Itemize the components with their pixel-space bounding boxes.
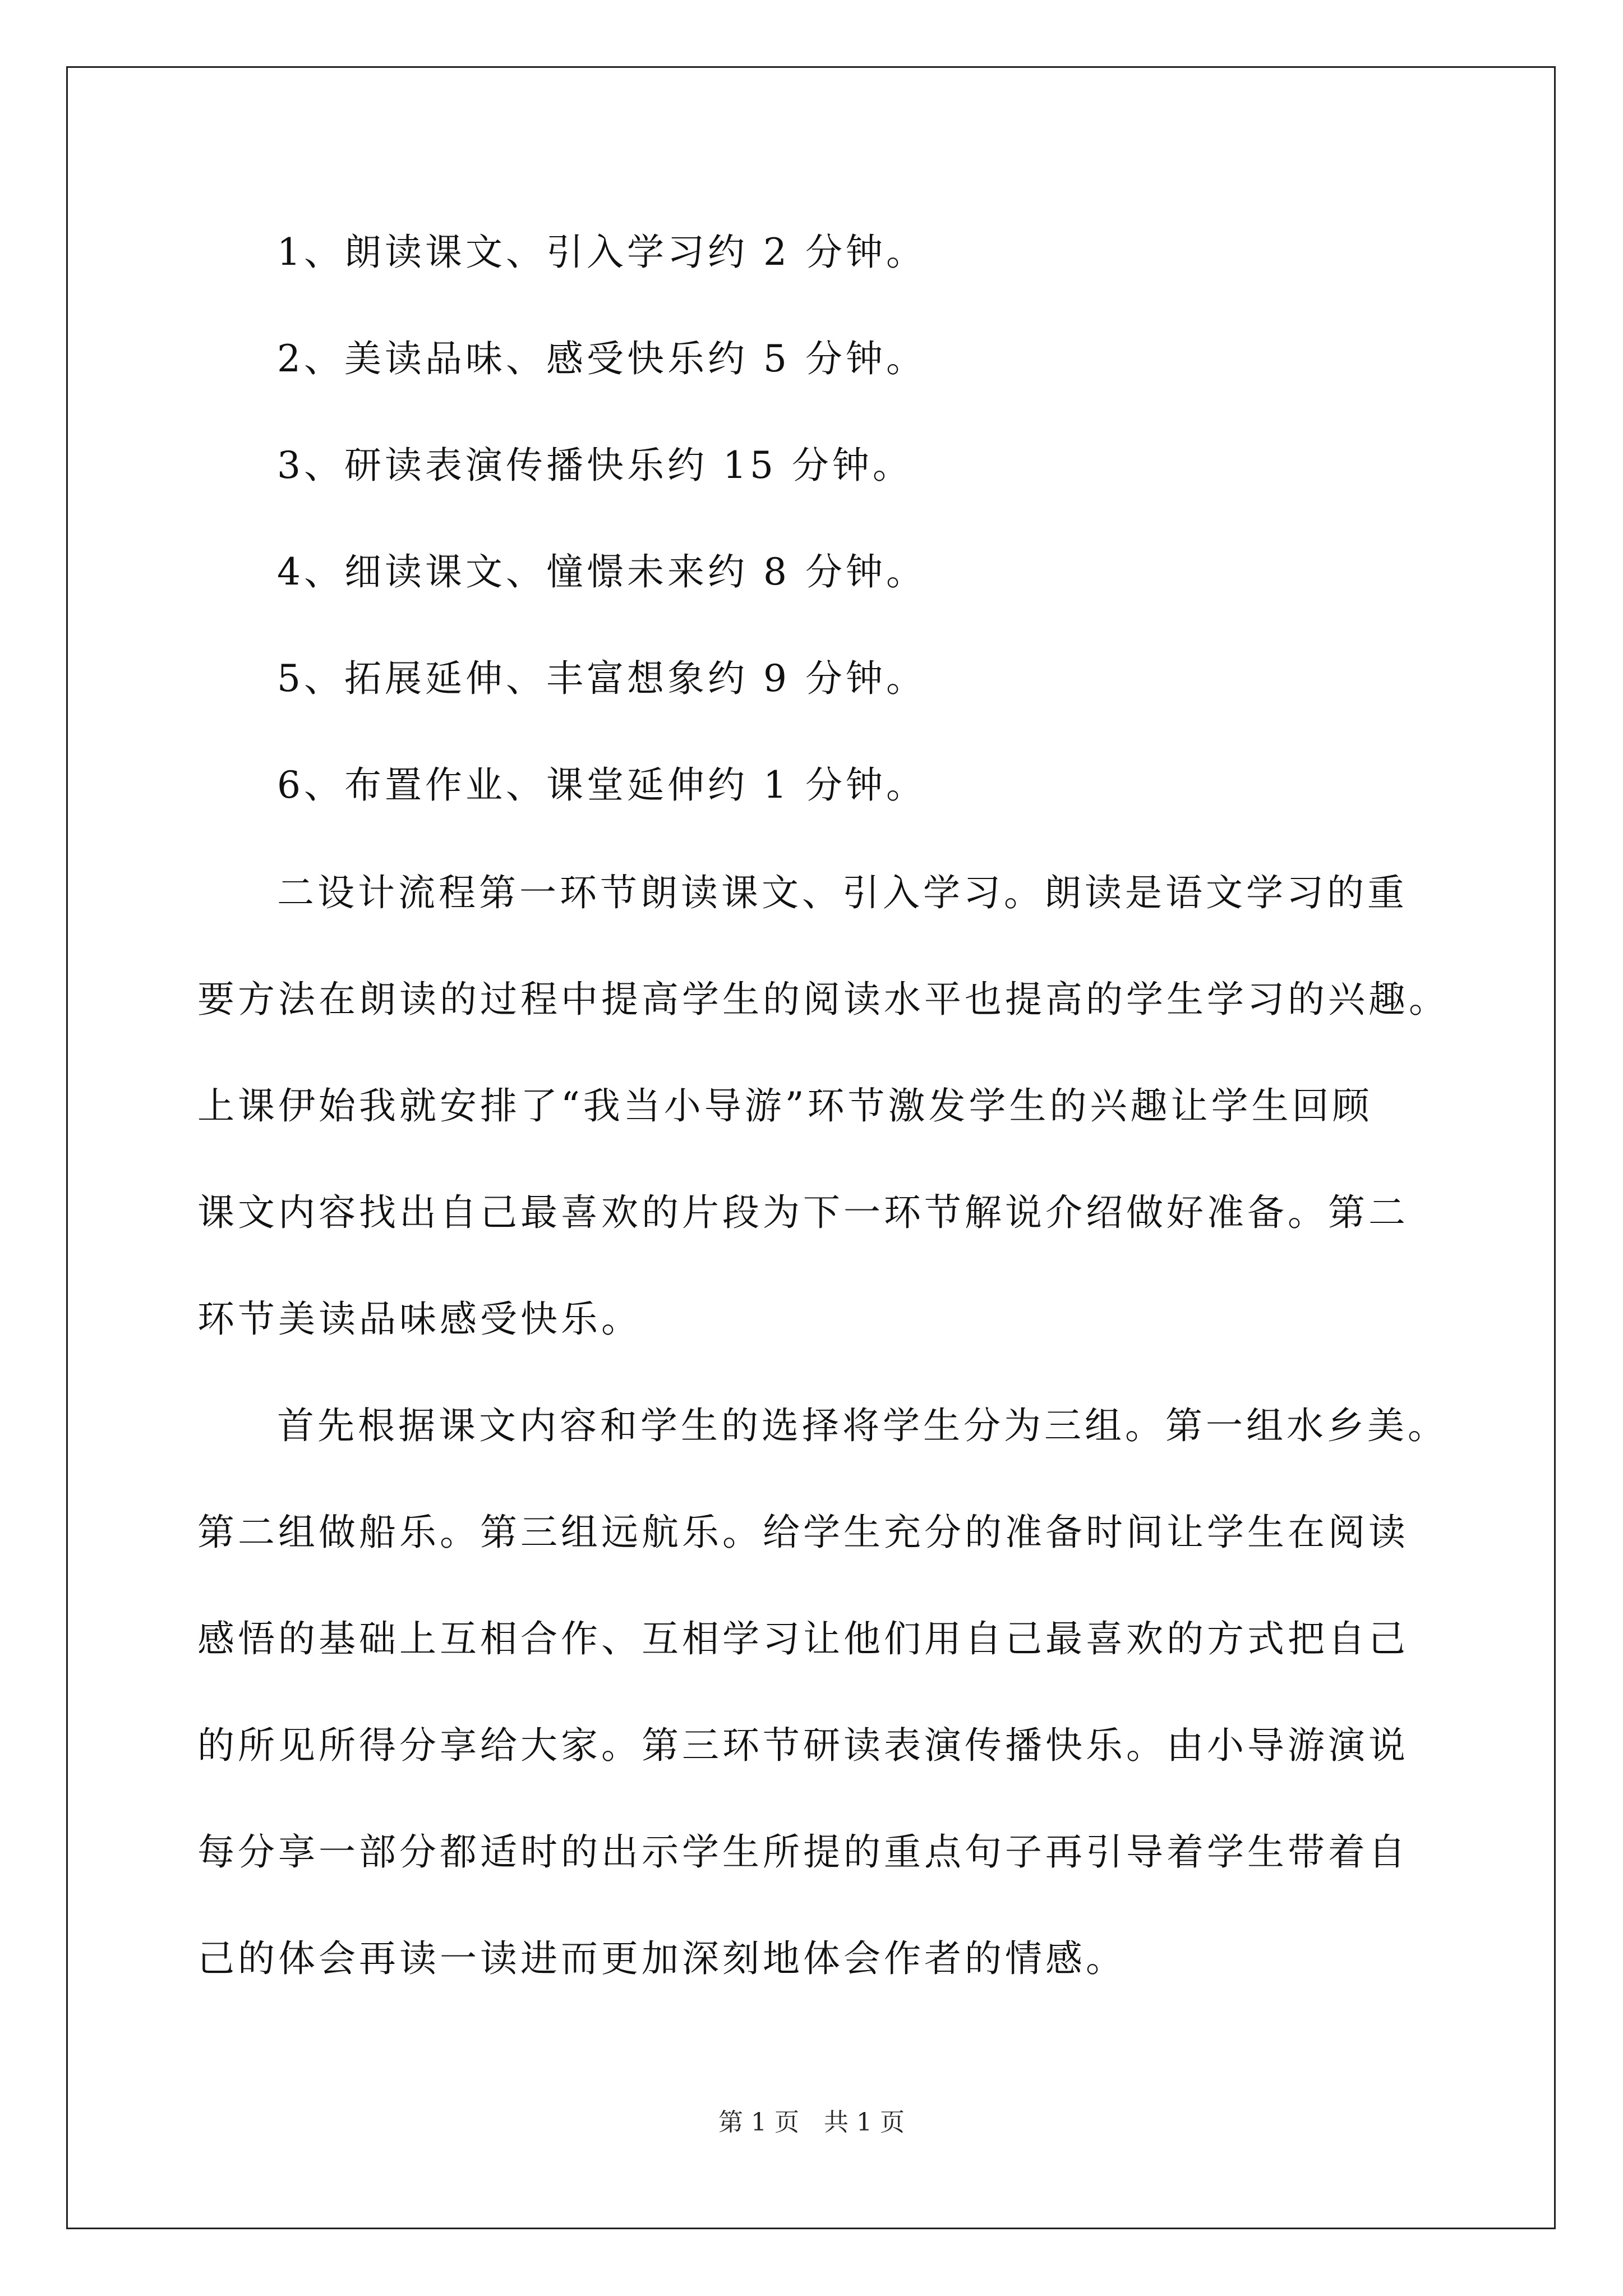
paragraph-line: 课文内容找出自己最喜欢的片段为下一环节解说介绍做好准备。第二: [197, 1191, 1409, 1234]
paragraph-line: 环节美读品味感受快乐。: [197, 1297, 642, 1341]
paragraph-line: 第二组做船乐。第三组远航乐。给学生充分的准备时间让学生在阅读: [197, 1511, 1409, 1554]
paragraph-line: 的所见所得分享给大家。第三环节研读表演传播快乐。由小导游演说: [197, 1724, 1409, 1767]
list-item: 3、研读表演传播快乐约 15 分钟。: [277, 444, 913, 487]
list-item: 4、细读课文、憧憬未来约 8 分钟。: [277, 550, 926, 593]
paragraph-line: 要方法在朗读的过程中提高学生的阅读水平也提高的学生学习的兴趣。: [197, 978, 1449, 1021]
paragraph-line: 二设计流程第一环节朗读课文、引入学习。朗读是语文学习的重: [277, 871, 1408, 914]
paragraph-line: 感悟的基础上互相合作、互相学习让他们用自己最喜欢的方式把自己: [197, 1617, 1409, 1660]
list-item: 5、拓展延伸、丰富想象约 9 分钟。: [277, 657, 926, 700]
list-item: 6、布置作业、课堂延伸约 1 分钟。: [277, 763, 926, 807]
paragraph-line: 首先根据课文内容和学生的选择将学生分为三组。第一组水乡美。: [277, 1404, 1448, 1447]
page-border: [66, 66, 1556, 2229]
list-item: 2、美读品味、感受快乐约 5 分钟。: [277, 337, 926, 380]
paragraph-line: 每分享一部分都适时的出示学生所提的重点句子再引导着学生带着自: [197, 1830, 1409, 1874]
paragraph-line: 上课伊始我就安排了“我当小导游”环节激发学生的兴趣让学生回顾: [197, 1084, 1373, 1128]
list-item: 1、朗读课文、引入学习约 2 分钟。: [277, 231, 926, 274]
page-footer: 第 1 页 共 1 页: [718, 2108, 905, 2137]
paragraph-line: 己的体会再读一读进而更加深刻地体会作者的情感。: [197, 1937, 1126, 1980]
